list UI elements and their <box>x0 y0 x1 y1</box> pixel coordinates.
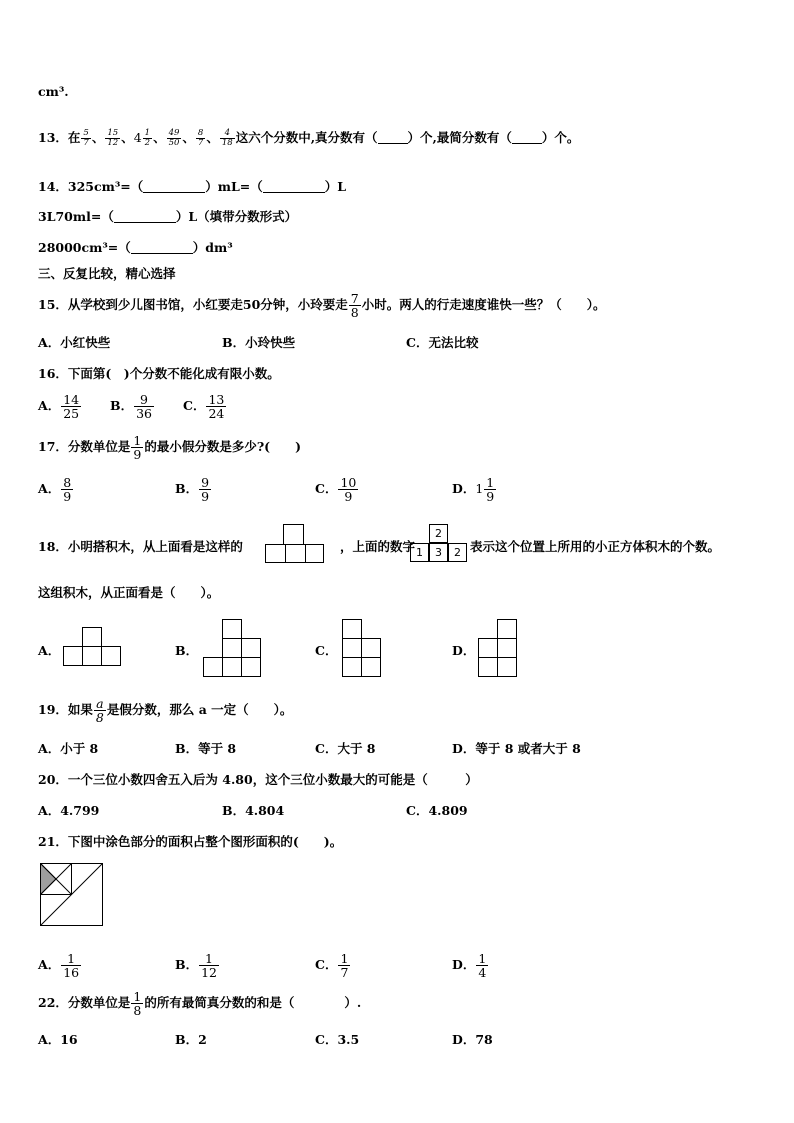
option-c[interactable]: C．4.809 <box>406 803 468 818</box>
top-unit-text: cm³. <box>38 84 69 99</box>
question-18-text-2: ，上面的数字 <box>340 539 416 554</box>
number-grid <box>410 524 468 562</box>
option-d[interactable]: D．78 <box>452 1032 493 1047</box>
grid-cell-digit: 2 <box>448 543 467 562</box>
fraction: $\frac{1}{9}$ <box>133 433 142 462</box>
fraction: $\frac{1}{8}$ <box>133 989 142 1018</box>
option-b[interactable]: B．等于 8 <box>175 741 237 756</box>
option-d[interactable]: D．等于 8 或者大于 8 <box>452 741 581 756</box>
fraction: $\frac{7}{8}$ <box>350 291 359 320</box>
option-b[interactable]: B． <box>175 643 199 658</box>
fraction: $\frac{1}{2}$ <box>144 128 151 148</box>
option-b[interactable]: B．4.804 <box>222 803 285 818</box>
question-19: 19．如果 $\frac{a}{8}$ 是假分数，那么 a 一定（ ）。 <box>38 696 293 725</box>
option-b[interactable]: B． $\frac{1}{12}$ <box>175 951 217 980</box>
option-a[interactable]: A．小红快些 <box>38 335 111 350</box>
question-14-line-1: 14．325cm³=（ ）mL=（ ）L <box>38 179 347 194</box>
option-d-front-view[interactable] <box>478 618 520 680</box>
answer-blank[interactable] <box>143 180 205 193</box>
answer-blank[interactable] <box>263 180 325 193</box>
answer-blank[interactable] <box>512 131 542 144</box>
option-c[interactable]: C．3.5 <box>315 1032 360 1047</box>
option-c[interactable]: C． $\frac{13}{24}$ <box>183 392 225 421</box>
question-20: 20．一个三位小数四舍五入后为 4.80，这个三位小数最大的可能是（ ） <box>38 772 478 787</box>
top-view-figure <box>265 523 325 563</box>
option-d[interactable]: D． $\frac{1}{4}$ <box>452 951 487 980</box>
question-21: 21．下图中涂色部分的面积占整个图形面积的( )。 <box>38 834 343 849</box>
option-c[interactable]: C． <box>315 643 338 658</box>
option-b[interactable]: B．小玲快些 <box>222 335 296 350</box>
fraction: $\frac{5}{7}$ <box>83 128 89 148</box>
option-a[interactable]: A．16 <box>38 1032 78 1047</box>
grid-cell-digit: 2 <box>429 524 448 543</box>
question-17: 17．分数单位是 $\frac{1}{9}$ 的最小假分数是多少?( ) <box>38 433 302 462</box>
fraction: $\frac{a}{8}$ <box>95 696 104 725</box>
question-14-line-2: 3L70ml=（ ）L（填带分数形式） <box>38 209 298 224</box>
option-b[interactable]: B． $\frac{9}{36}$ <box>110 392 152 421</box>
question-15: 15．从学校到少儿图书馆，小红要走50分钟，小玲要走 $\frac{7}{8}$ 小时。两人的行走速度谁快一些？（ ）。 <box>38 291 606 320</box>
question-14-line-3: 28000cm³=（ ）dm³ <box>38 240 233 255</box>
fraction: $\frac{4}{18}$ <box>221 128 233 148</box>
question-18-text-1: 18．小明搭积木，从上面看是这样的 <box>38 539 243 554</box>
grid-cell-digit: 1 <box>410 543 429 562</box>
option-c-front-view[interactable] <box>342 618 384 680</box>
option-c[interactable]: C． $\frac{10}{9}$ <box>315 475 357 504</box>
fraction: $\frac{8}{7}$ <box>197 128 204 148</box>
grid-cell-digit: 3 <box>429 543 448 562</box>
option-a[interactable]: A． $\frac{14}{25}$ <box>38 392 80 421</box>
option-d[interactable]: D． <box>452 643 476 658</box>
option-a[interactable]: A． $\frac{1}{16}$ <box>38 951 80 980</box>
option-c[interactable]: C．大于 8 <box>315 741 376 756</box>
option-a[interactable]: A．小于 8 <box>38 741 99 756</box>
option-b-front-view[interactable] <box>203 618 263 680</box>
option-b[interactable]: B． $\frac{9}{9}$ <box>175 475 210 504</box>
fraction: $\frac{15}{12}$ <box>107 128 119 148</box>
option-b[interactable]: B．2 <box>175 1032 207 1047</box>
fraction: $\frac{49}{50}$ <box>168 128 180 148</box>
option-a-front-view[interactable] <box>63 626 123 668</box>
shaded-square-figure <box>40 863 104 927</box>
option-a[interactable]: A． $\frac{8}{9}$ <box>38 475 72 504</box>
answer-blank[interactable] <box>114 210 176 223</box>
section-heading: 三、反复比较，精心选择 <box>38 266 176 281</box>
question-22: 22．分数单位是 $\frac{1}{8}$ 的所有最简真分数的和是（ ）. <box>38 989 362 1018</box>
answer-blank[interactable] <box>378 131 408 144</box>
question-13: 13．在 $\frac{5}{7}$ 、 $\frac{15}{12}$ 、4 $\frac{1}{2}$ 、 $\frac{49}{50}$ 、 $\frac{8}{7}$ 、 $\frac{4}{18}$ 这六个分数中,真分数有（ ）个,最简分数有（ ）个。 <box>38 128 580 148</box>
question-16: 16．下面第( )个分数不能化成有限小数。 <box>38 366 280 381</box>
option-a[interactable]: A．4.799 <box>38 803 100 818</box>
question-18-text-3: 表示这个位置上所用的小正方体积木的个数。 <box>470 539 721 554</box>
option-d[interactable]: D．1 $\frac{1}{9}$ <box>452 475 495 504</box>
option-a[interactable]: A． <box>38 643 61 658</box>
option-c[interactable]: C．无法比较 <box>406 335 479 350</box>
question-18-text-4: 这组积木，从正面看是（ ）。 <box>38 585 220 600</box>
answer-blank[interactable] <box>131 241 193 254</box>
option-c[interactable]: C． $\frac{1}{7}$ <box>315 951 349 980</box>
